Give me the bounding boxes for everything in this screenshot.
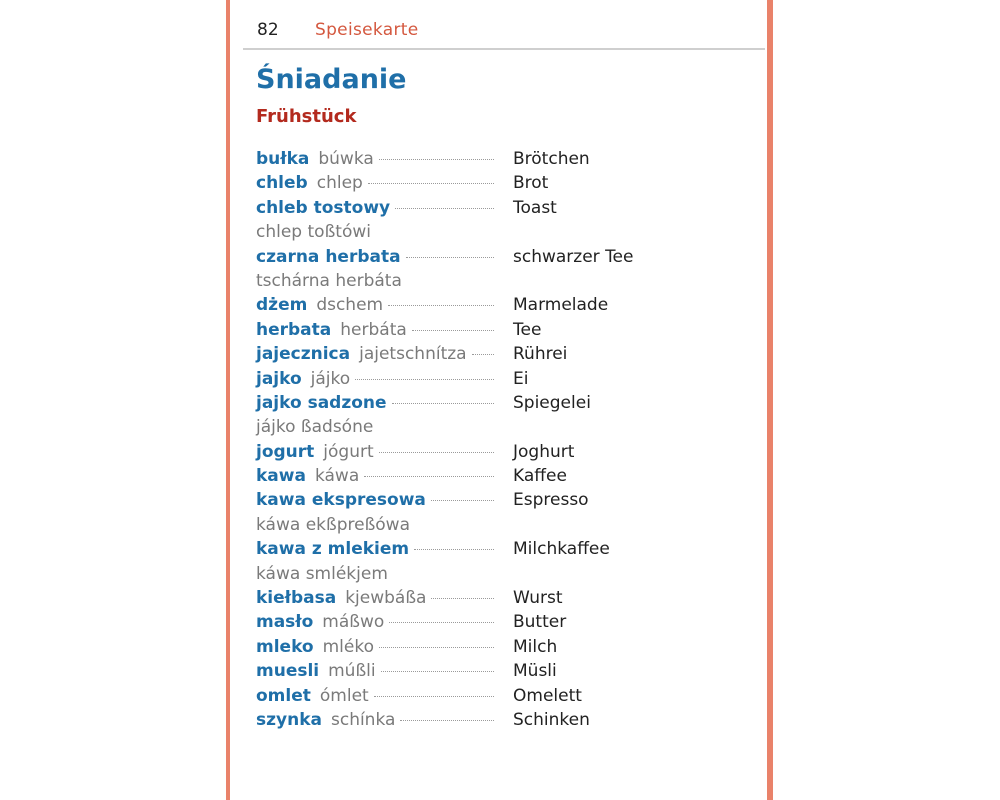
vocab-row: [256, 367, 756, 391]
vocab-term-cell: [256, 342, 494, 366]
header-divider: [243, 48, 765, 50]
page-border-right: [767, 0, 773, 800]
vocab-row: [256, 684, 756, 708]
vocab-row: [256, 488, 756, 512]
vocab-row: [256, 659, 756, 683]
german-translation: Toast: [513, 197, 557, 218]
pronunciation: jógurt: [323, 441, 374, 462]
german-translation: Rührei: [513, 344, 568, 365]
german-translation: Ei: [513, 368, 529, 389]
german-translation: Joghurt: [513, 441, 575, 462]
vocab-row: [256, 269, 756, 293]
polish-term: czarna herbata: [256, 246, 401, 267]
polish-term: kawa: [256, 466, 306, 487]
vocab-term-cell: [256, 245, 494, 269]
dotted-leader: [395, 208, 494, 209]
vocab-row: [256, 391, 756, 415]
dotted-leader: [412, 330, 494, 331]
vocab-term-cell: [256, 684, 494, 708]
vocab-row: [256, 171, 756, 195]
vocab-term-cell: [256, 171, 494, 195]
page-number: 82: [257, 20, 279, 40]
dotted-leader: [389, 622, 494, 623]
vocab-row: [256, 342, 756, 366]
german-translation: Wurst: [513, 588, 563, 609]
vocab-term-cell: [256, 537, 494, 561]
german-translation: Brötchen: [513, 149, 590, 169]
german-translation: Brot: [513, 173, 549, 194]
vocab-term-cell: [256, 708, 494, 732]
dotted-leader: [381, 671, 494, 672]
dotted-leader: [400, 720, 494, 721]
pronunciation: jájko ßadsóne: [256, 417, 374, 438]
vocab-row: [256, 147, 756, 171]
vocab-row: [256, 708, 756, 732]
page-header: [243, 20, 765, 48]
vocab-row: [256, 635, 756, 659]
dotted-leader: [392, 403, 494, 404]
dotted-leader: [355, 379, 494, 380]
vocab-term-cell: [256, 488, 494, 512]
pronunciation: dschem: [316, 295, 384, 316]
vocab-term-cell: [256, 464, 494, 488]
german-translation: Marmelade: [513, 295, 609, 316]
vocab-term-cell: [256, 586, 494, 610]
dotted-leader: [364, 476, 494, 477]
polish-term: jajko: [256, 368, 302, 389]
vocab-row: [256, 610, 756, 634]
vocab-row: [256, 245, 756, 269]
vocab-row: [256, 318, 756, 342]
vocab-row: [256, 562, 756, 586]
pronunciation: kjewbáßa: [345, 588, 427, 609]
pronunciation: ómlet: [319, 685, 369, 706]
polish-term: kawa ekspresowa: [256, 490, 426, 511]
vocab-term-cell: [256, 391, 494, 415]
dotted-leader: [374, 696, 494, 697]
pronunciation: káwa smlékjem: [256, 563, 388, 584]
dotted-leader: [431, 598, 494, 599]
polish-term: herbata: [256, 319, 332, 340]
pronunciation: jajetschnítza: [359, 344, 467, 365]
polish-term: bułka: [256, 149, 310, 169]
pronunciation: máßwo: [322, 612, 385, 633]
dotted-leader: [431, 500, 494, 501]
german-translation: Tee: [513, 319, 542, 340]
dotted-leader: [388, 305, 494, 306]
dotted-leader: [368, 183, 494, 184]
vocab-term-cell: [256, 196, 494, 220]
polish-term: dżem: [256, 295, 308, 316]
section-subtitle: Frühstück: [256, 106, 357, 127]
polish-term: kiełbasa: [256, 588, 337, 609]
vocab-row: [256, 513, 756, 537]
polish-term: szynka: [256, 709, 322, 730]
dotted-leader: [472, 354, 494, 355]
vocab-term-cell: [256, 269, 494, 293]
polish-term: chleb tostowy: [256, 197, 391, 218]
pronunciation: múßli: [328, 661, 376, 682]
vocab-row: [256, 537, 756, 561]
vocab-row: [256, 196, 756, 220]
vocab-row: [256, 440, 756, 464]
german-translation: Müsli: [513, 661, 557, 682]
pronunciation: mléko: [322, 636, 374, 657]
german-translation: Butter: [513, 612, 567, 633]
pronunciation: chlep: [316, 173, 363, 194]
running-title: Speisekarte: [315, 20, 419, 40]
dotted-leader: [379, 452, 494, 453]
pronunciation: jájko: [310, 368, 351, 389]
german-translation: schwarzer Tee: [513, 246, 634, 267]
polish-term: kawa z mlekiem: [256, 539, 410, 560]
dotted-leader: [406, 257, 494, 258]
polish-term: jajecznica: [256, 344, 351, 365]
dotted-leader: [379, 647, 494, 648]
german-translation: Espresso: [513, 490, 589, 511]
pronunciation: káwa: [314, 466, 360, 487]
vocab-term-cell: [256, 562, 494, 586]
pronunciation: schínka: [330, 709, 396, 730]
vocab-term-cell: [256, 659, 494, 683]
german-translation: Kaffee: [513, 466, 567, 487]
pronunciation: búwka: [318, 149, 374, 169]
vocab-term-cell: [256, 147, 494, 171]
polish-term: omlet: [256, 685, 311, 706]
pronunciation: herbáta: [340, 319, 407, 340]
pronunciation: chlep toßtówi: [256, 222, 371, 243]
polish-term: mleko: [256, 636, 314, 657]
polish-term: masło: [256, 612, 314, 633]
german-translation: Omelett: [513, 685, 582, 706]
polish-term: chleb: [256, 173, 308, 194]
polish-term: muesli: [256, 661, 320, 682]
german-translation: Schinken: [513, 709, 590, 730]
section-title: Śniadanie: [256, 64, 407, 95]
vocabulary-list: [256, 147, 756, 732]
vocab-term-cell: [256, 293, 494, 317]
pronunciation: káwa ekßpreßówa: [256, 514, 410, 535]
dotted-leader: [379, 159, 494, 160]
vocab-term-cell: [256, 415, 494, 439]
german-translation: Spiegelei: [513, 392, 591, 413]
vocab-term-cell: [256, 635, 494, 659]
vocab-term-cell: [256, 220, 494, 244]
german-translation: Milchkaffee: [513, 539, 610, 560]
vocab-term-cell: [256, 610, 494, 634]
vocab-row: [256, 220, 756, 244]
vocab-row: [256, 415, 756, 439]
page-border-left: [226, 0, 230, 800]
pronunciation: tschárna herbáta: [256, 270, 402, 291]
vocab-term-cell: [256, 513, 494, 537]
vocab-row: [256, 464, 756, 488]
polish-term: jajko sadzone: [256, 392, 387, 413]
vocab-term-cell: [256, 440, 494, 464]
vocab-row: [256, 586, 756, 610]
polish-term: jogurt: [256, 441, 315, 462]
dotted-leader: [414, 549, 494, 550]
vocab-term-cell: [256, 318, 494, 342]
german-translation: Milch: [513, 636, 558, 657]
vocab-term-cell: [256, 367, 494, 391]
vocab-row: [256, 293, 756, 317]
